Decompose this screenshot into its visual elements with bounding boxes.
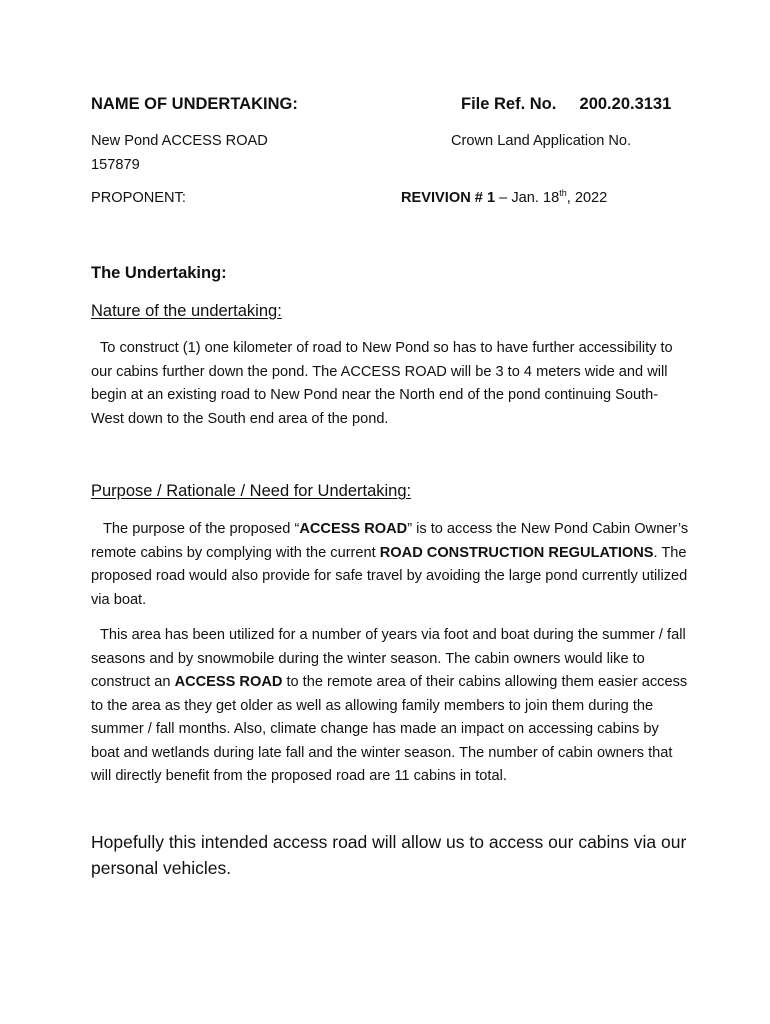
revision-date: – Jan. 18: [495, 190, 560, 206]
p2-text-a: This area has been utilized for a number of years via foot and boat during the summer / fall seasons and by snowmobile during the winter season. The cabin owners would like to construct an: [91, 627, 686, 690]
revision-year: , 2022: [566, 190, 608, 206]
revision-date-suffix: th: [559, 188, 567, 198]
nature-paragraph: [91, 337, 691, 431]
p1-text-a: The purpose of the proposed “: [103, 521, 300, 537]
p2-access-road: ACCESS ROAD: [174, 674, 283, 690]
p2-text-c: to the remote area of their cabins allowing them easier access to the area as they get older as well as allowing family members to join them during the summer / fall months. Also, climate change has made an impact on accessing cabins by boat and wetlands during late fall and the winter season. The number of cabin owners that will directly benefit from the proposed road are 11 cabins in total.: [91, 674, 688, 784]
undertaking-heading: The Undertaking:: [91, 264, 227, 282]
file-ref-label: [461, 95, 671, 114]
crown-land-number: 157879: [91, 157, 140, 173]
purpose-paragraph-1: [91, 518, 691, 612]
p1-access-road: ACCESS ROAD: [299, 521, 408, 537]
proponent-label: PROPONENT:: [91, 190, 186, 206]
nature-text: To construct (1) one kilometer of road to New Pond so has to have further accessibility to our cabins further down the pond. The ACCESS ROAD will be 3 to 4 meters wide and will begin at an existing road to New Pond near the North end of the pond continuing South-West down to the South end area of the pond.: [91, 340, 673, 427]
p1-text-e: . The proposed road would also provide for safe travel by avoiding the large pond currently utilized via boat.: [91, 544, 688, 608]
project-name: New Pond ACCESS ROAD: [91, 133, 268, 149]
closing-statement: Hopefully this intended access road will allow us to access our cabins via our personal vehicles.: [91, 832, 687, 878]
purpose-heading: Purpose / Rationale / Need for Undertaking:: [91, 482, 412, 500]
p1-text-c: ” is to access the New Pond Cabin Owner’s remote cabins by complying with the current: [91, 521, 689, 561]
revision-label: REVIVION # 1: [401, 190, 496, 206]
nature-heading: Nature of the undertaking:: [91, 302, 282, 320]
file-ref-label-text: File Ref. No.: [461, 95, 557, 113]
purpose-paragraph-2: [91, 624, 691, 789]
p1-regulations: ROAD CONSTRUCTION REGULATIONS: [379, 544, 654, 561]
file-ref-value: 200.20.3131: [579, 95, 672, 113]
revision-line: [401, 190, 607, 206]
crown-land-label: Crown Land Application No.: [451, 133, 632, 149]
name-of-undertaking-label: NAME OF UNDERTAKING:: [91, 95, 298, 113]
